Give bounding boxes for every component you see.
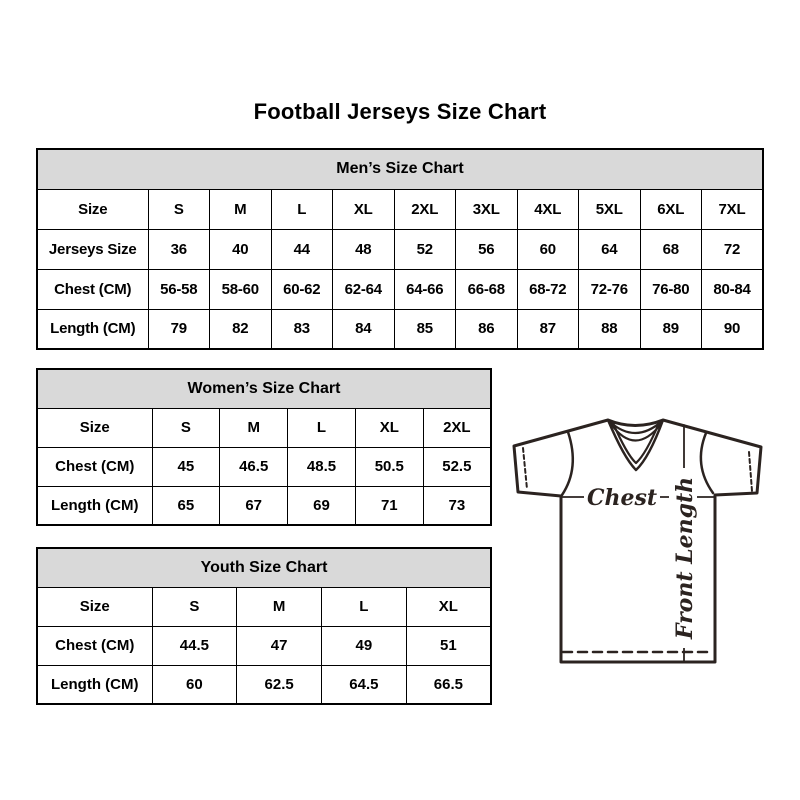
table-cell: 45 bbox=[152, 447, 220, 486]
table-title-row bbox=[37, 548, 491, 587]
table-title: Youth Size Chart bbox=[37, 548, 491, 587]
table-row bbox=[37, 665, 491, 704]
table-cell: 52 bbox=[394, 229, 456, 269]
table-cell: 47 bbox=[237, 626, 322, 665]
table-cell: 68-72 bbox=[517, 269, 579, 309]
table-cell: 73 bbox=[423, 486, 491, 525]
chest-label: Chest bbox=[586, 485, 658, 511]
table-cell: 72 bbox=[702, 229, 764, 269]
table-cell: XL bbox=[406, 587, 491, 626]
table-title-row bbox=[37, 369, 491, 408]
table-cell: 79 bbox=[148, 309, 210, 349]
table-cell: 64 bbox=[579, 229, 641, 269]
table-cell: 71 bbox=[355, 486, 423, 525]
table-cell: 6XL bbox=[640, 189, 702, 229]
table-cell: Jerseys Size bbox=[37, 229, 148, 269]
table-cell: 46.5 bbox=[220, 447, 288, 486]
table-cell: M bbox=[210, 189, 272, 229]
front-length-label: Front Length bbox=[672, 476, 698, 640]
table-cell: 72-76 bbox=[579, 269, 641, 309]
table-cell: 82 bbox=[210, 309, 272, 349]
table-cell: Length (CM) bbox=[37, 486, 152, 525]
table-row bbox=[37, 626, 491, 665]
table-cell: M bbox=[220, 408, 288, 447]
table-cell: Size bbox=[37, 189, 148, 229]
table-row bbox=[37, 408, 491, 447]
table-cell: 76-80 bbox=[640, 269, 702, 309]
table-cell: 5XL bbox=[579, 189, 641, 229]
table-cell: 66-68 bbox=[456, 269, 518, 309]
table-cell: 56-58 bbox=[148, 269, 210, 309]
table-cell: 90 bbox=[702, 309, 764, 349]
table-row bbox=[37, 486, 491, 525]
table-cell: 86 bbox=[456, 309, 518, 349]
table-title: Women’s Size Chart bbox=[37, 369, 491, 408]
table-cell: Size bbox=[37, 408, 152, 447]
table-cell: Chest (CM) bbox=[37, 447, 152, 486]
womens-size-table bbox=[36, 368, 492, 526]
table-cell: 48.5 bbox=[288, 447, 356, 486]
table-cell: 60-62 bbox=[271, 269, 333, 309]
table-cell: 68 bbox=[640, 229, 702, 269]
table-cell: L bbox=[322, 587, 407, 626]
table-cell: 83 bbox=[271, 309, 333, 349]
table-cell: 48 bbox=[333, 229, 395, 269]
table-cell: Length (CM) bbox=[37, 309, 148, 349]
table-cell: 52.5 bbox=[423, 447, 491, 486]
jersey-outline-shape bbox=[514, 420, 761, 662]
table-cell: 7XL bbox=[702, 189, 764, 229]
table-cell: S bbox=[152, 408, 220, 447]
table-cell: 3XL bbox=[456, 189, 518, 229]
table-cell: M bbox=[237, 587, 322, 626]
table-cell: 62-64 bbox=[333, 269, 395, 309]
table-cell: 84 bbox=[333, 309, 395, 349]
table-cell: 44.5 bbox=[152, 626, 237, 665]
table-cell: 44 bbox=[271, 229, 333, 269]
table-cell: XL bbox=[355, 408, 423, 447]
table-cell: 64.5 bbox=[322, 665, 407, 704]
table-cell: 2XL bbox=[423, 408, 491, 447]
table-cell: 69 bbox=[288, 486, 356, 525]
table-row bbox=[37, 229, 763, 269]
table-row bbox=[37, 269, 763, 309]
table-cell: 50.5 bbox=[355, 447, 423, 486]
jersey-measurement-diagram bbox=[500, 400, 780, 675]
table-cell: 88 bbox=[579, 309, 641, 349]
table-cell: 64-66 bbox=[394, 269, 456, 309]
table-cell: L bbox=[288, 408, 356, 447]
mens-size-table bbox=[36, 148, 764, 350]
page-title: Football Jerseys Size Chart bbox=[253, 99, 547, 124]
table-cell: 2XL bbox=[394, 189, 456, 229]
table-cell: Chest (CM) bbox=[37, 626, 152, 665]
table-row bbox=[37, 189, 763, 229]
table-row bbox=[37, 447, 491, 486]
table-cell: L bbox=[271, 189, 333, 229]
table-cell: 89 bbox=[640, 309, 702, 349]
table-cell: XL bbox=[333, 189, 395, 229]
table-row bbox=[37, 587, 491, 626]
table-cell: S bbox=[152, 587, 237, 626]
table-cell: 65 bbox=[152, 486, 220, 525]
table-cell: 49 bbox=[322, 626, 407, 665]
table-cell: Length (CM) bbox=[37, 665, 152, 704]
table-cell: 60 bbox=[517, 229, 579, 269]
table-cell: 62.5 bbox=[237, 665, 322, 704]
table-cell: 80-84 bbox=[702, 269, 764, 309]
table-cell: 66.5 bbox=[406, 665, 491, 704]
table-cell: 85 bbox=[394, 309, 456, 349]
table-cell: 56 bbox=[456, 229, 518, 269]
table-cell: S bbox=[148, 189, 210, 229]
table-cell: Size bbox=[37, 587, 152, 626]
table-cell: Chest (CM) bbox=[37, 269, 148, 309]
youth-size-table bbox=[36, 547, 492, 705]
table-row bbox=[37, 309, 763, 349]
table-cell: 4XL bbox=[517, 189, 579, 229]
table-title: Men’s Size Chart bbox=[37, 149, 763, 189]
table-cell: 87 bbox=[517, 309, 579, 349]
table-title-row bbox=[37, 149, 763, 189]
table-cell: 60 bbox=[152, 665, 237, 704]
table-cell: 36 bbox=[148, 229, 210, 269]
table-cell: 40 bbox=[210, 229, 272, 269]
table-cell: 51 bbox=[406, 626, 491, 665]
table-cell: 67 bbox=[220, 486, 288, 525]
table-cell: 58-60 bbox=[210, 269, 272, 309]
